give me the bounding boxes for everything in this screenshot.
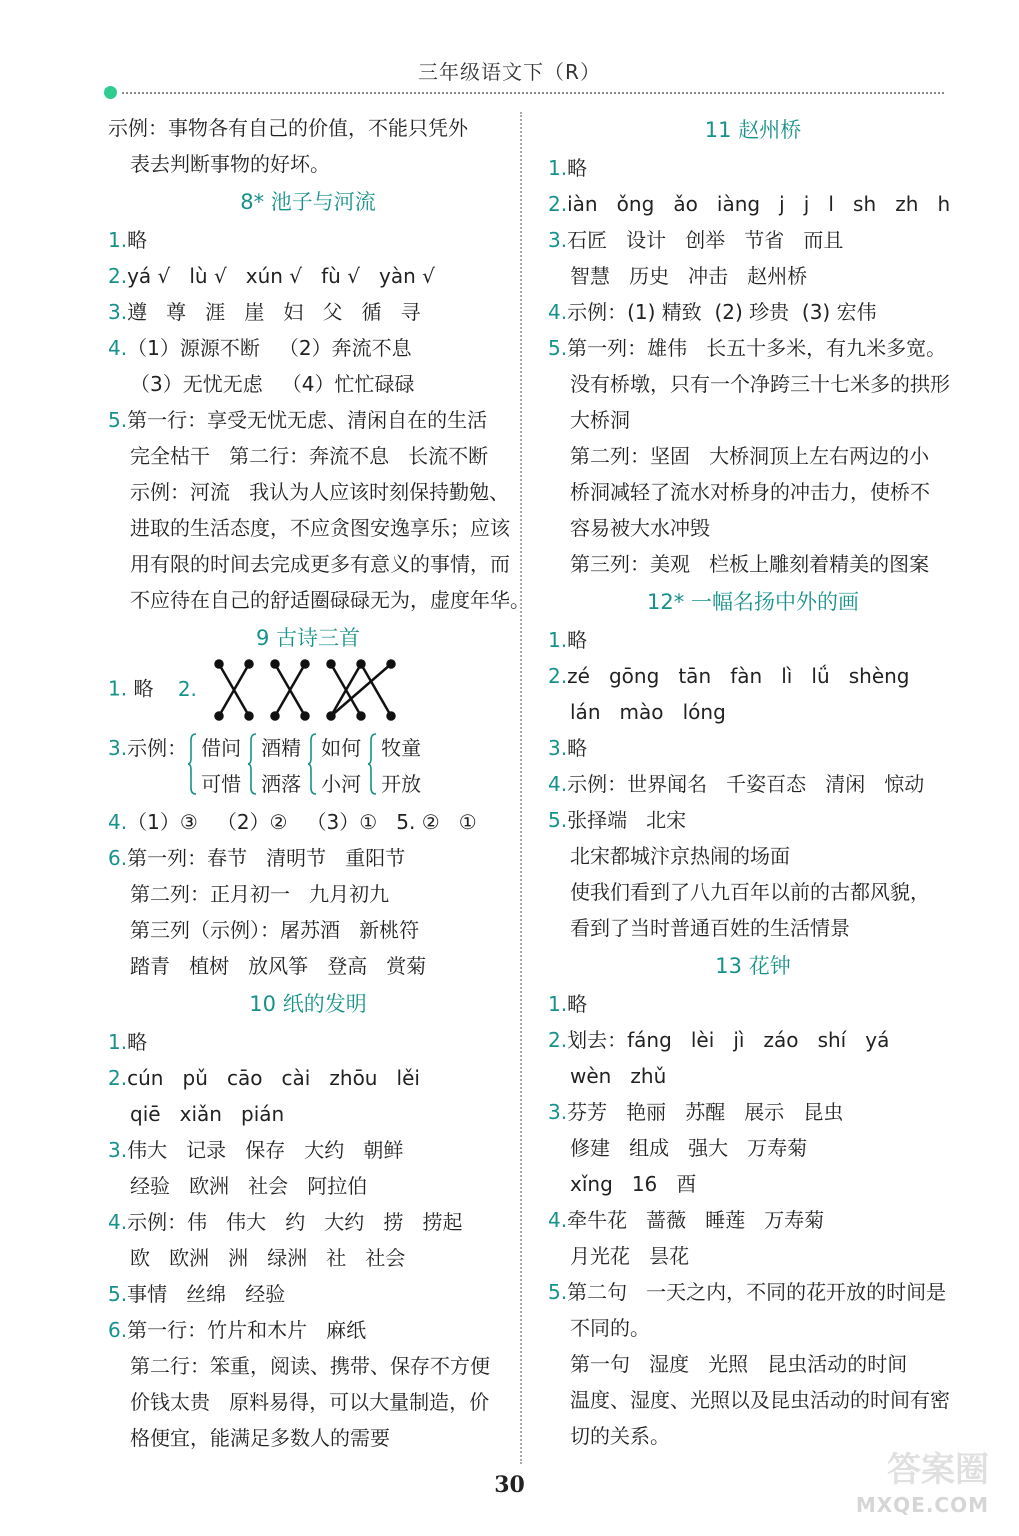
item-text: 格便宜，能满足多数人的需要 xyxy=(130,1426,390,1450)
item-text: 第一列：春节 清明节 重阳节 xyxy=(127,846,406,870)
item-text: 经验 欧洲 社会 阿拉伯 xyxy=(130,1174,368,1198)
section-title-10: 10 纸的发明 xyxy=(249,992,367,1016)
list-item xyxy=(548,222,958,258)
item-text: 遵 尊 涯 崖 妇 父 循 寻 xyxy=(127,300,421,324)
header-dot-icon xyxy=(104,86,117,99)
item-text: 价钱太贵 原料易得，可以大量制造，价 xyxy=(130,1390,490,1414)
item-number: 1. xyxy=(108,228,128,252)
list-item xyxy=(108,840,508,876)
item-number: 2. xyxy=(108,264,128,288)
item-text: yá √ lù √ xún √ fù √ yàn √ xyxy=(127,264,435,288)
brace-word-pair xyxy=(367,730,421,802)
column-divider xyxy=(520,112,522,1464)
brace-icon xyxy=(367,732,377,796)
list-item xyxy=(548,694,958,730)
item-text: 第一列：雄伟 长五十多米，有九米多宽。 xyxy=(567,336,947,360)
list-item xyxy=(108,1348,508,1384)
list-item xyxy=(548,474,958,510)
item-number: 5. xyxy=(108,1282,128,1306)
item-text: 划去：fáng lèi jì záo shí yá xyxy=(567,1028,890,1052)
list-item xyxy=(548,510,958,546)
item-text: 略 xyxy=(127,228,148,252)
item-text: 完全枯干 第二行：奔流不息 长流不断 xyxy=(130,444,489,468)
section-11-items xyxy=(548,150,958,582)
list-item xyxy=(548,910,958,946)
list-item xyxy=(108,1168,508,1204)
pair-word: 酒精 xyxy=(261,736,302,760)
list-item xyxy=(548,1022,958,1058)
matching-lines-diagram xyxy=(213,658,403,722)
item-text: 示例：(1) 精致 (2) 珍贵 (3) 宏伟 xyxy=(567,300,877,324)
item-text: 北宋都城汴京热闹的场面 xyxy=(570,844,790,868)
list-item xyxy=(548,1382,958,1418)
item-text: 略 xyxy=(567,628,588,652)
item-text: 第二列：正月初一 九月初九 xyxy=(130,882,390,906)
item-text: 不应待在自己的舒适圈碌碌无为，虚度年华。 xyxy=(130,588,530,612)
list-item xyxy=(108,222,508,258)
item-text: 芬芳 艳丽 苏醒 展示 昆虫 xyxy=(567,1100,844,1124)
item-number: 1. xyxy=(108,676,128,701)
list-item xyxy=(548,438,958,474)
item-text: 示例：世界闻名 千姿百态 清闲 惊动 xyxy=(567,772,925,796)
item-number: 1. xyxy=(548,628,568,652)
list-item xyxy=(548,186,958,222)
item-text: 第二句 一天之内，不同的花开放的时间是 xyxy=(567,1280,947,1304)
item-number: 2. xyxy=(548,664,568,688)
item-text: 使我们看到了八九百年以前的古都风貌， xyxy=(570,880,930,904)
section-title-12: 12* 一幅名扬中外的画 xyxy=(647,590,859,614)
intro-line: 表去判断事物的好坏。 xyxy=(130,152,330,176)
item-number: 6. xyxy=(108,846,128,870)
list-item xyxy=(108,1420,508,1456)
s9-q1-q2-row xyxy=(108,658,508,730)
item-number: 2. xyxy=(548,192,568,216)
list-item xyxy=(108,402,508,438)
list-item xyxy=(108,330,508,366)
section-12-items xyxy=(548,622,958,946)
list-item xyxy=(108,294,508,330)
list-item xyxy=(548,258,958,294)
list-item xyxy=(548,150,958,186)
list-item xyxy=(548,1094,958,1130)
item-text: zé gōng tān fàn lì lǘ shèng xyxy=(567,664,910,688)
page-header: 三年级语文下（R） xyxy=(418,60,601,84)
item-text: 容易被大水冲毁 xyxy=(570,516,710,540)
section-title-9: 9 古诗三首 xyxy=(255,626,361,650)
brace-icon xyxy=(247,732,257,796)
item-text: lán mào lóng xyxy=(570,700,726,724)
item-text: 第三列（示例）：屠苏酒 新桃符 xyxy=(130,918,420,942)
list-item xyxy=(548,1166,958,1202)
item-text: 大桥洞 xyxy=(570,408,630,432)
item-text: 示例：河流 我认为人应该时刻保持勤勉、 xyxy=(130,480,510,504)
item-number: 1. xyxy=(548,992,568,1016)
list-item xyxy=(108,1132,508,1168)
item-number: 3. xyxy=(108,736,128,760)
item-number: 4. xyxy=(548,772,568,796)
item-text: 第三列：美观 栏板上雕刻着精美的图案 xyxy=(570,552,930,576)
item-text: （1）源源不断 （2）奔流不息 xyxy=(127,336,412,360)
item-number: 4. xyxy=(548,300,568,324)
item-number: 2. xyxy=(548,1028,568,1052)
item-text: 欧 欧洲 洲 绿洲 社 社会 xyxy=(130,1246,406,1270)
item-text: 看到了当时普通百姓的生活情景 xyxy=(570,916,850,940)
item-text: 进取的生活态度，不应贪图安逸享乐；应该 xyxy=(130,516,510,540)
item-number: 2. xyxy=(108,1066,128,1090)
item-number: 3. xyxy=(548,228,568,252)
list-item xyxy=(108,510,508,546)
item-number: 5. xyxy=(548,808,568,832)
section-10-items xyxy=(108,1024,508,1456)
list-item xyxy=(108,1204,508,1240)
list-item xyxy=(108,1276,508,1312)
list-item xyxy=(548,1310,958,1346)
list-item xyxy=(548,546,958,582)
list-item xyxy=(108,582,530,618)
s9-q3-row xyxy=(108,730,508,804)
watermark-logo xyxy=(809,1448,989,1528)
item-text: 用有限的时间去完成更多有意义的事情，而 xyxy=(130,552,510,576)
intro-line: 示例：事物各有自己的价值，不能只凭外 xyxy=(108,116,468,140)
list-item xyxy=(548,1058,958,1094)
item-text: 第二行：笨重，阅读、携带、保存不方便 xyxy=(130,1354,490,1378)
item-number: 3. xyxy=(108,300,128,324)
item-text: 张择端 北宋 xyxy=(567,808,687,832)
list-item xyxy=(108,1240,508,1276)
item-text: wèn zhǔ xyxy=(570,1064,667,1088)
list-item xyxy=(108,1312,508,1348)
item-text: 略 xyxy=(567,736,588,760)
item-text: 牵牛花 蔷薇 睡莲 万寿菊 xyxy=(567,1208,825,1232)
item-number: 2. xyxy=(177,676,197,701)
item-text: 智慧 历史 冲击 赵州桥 xyxy=(570,264,808,288)
list-item xyxy=(548,730,958,766)
list-item xyxy=(548,1202,958,1238)
item-number: 1. xyxy=(548,156,568,180)
right-column xyxy=(548,110,958,1454)
item-text: 事情 丝绵 经验 xyxy=(127,1282,286,1306)
list-item xyxy=(548,622,958,658)
item-text: 月光花 昙花 xyxy=(570,1244,690,1268)
item-text: 不同的。 xyxy=(570,1316,650,1340)
list-item xyxy=(548,366,958,402)
list-item xyxy=(108,1384,508,1420)
pair-word: 借问 xyxy=(201,736,242,760)
item-number: 3. xyxy=(548,1100,568,1124)
brace-word-pair xyxy=(247,730,301,802)
list-item xyxy=(108,366,508,402)
list-item xyxy=(108,438,508,474)
item-text: 修建 组成 强大 万寿菊 xyxy=(570,1136,808,1160)
item-text: iàn ǒng ǎo iàng j j l sh zh h xyxy=(567,192,951,216)
item-text: 没有桥墩，只有一个净跨三十七米多的拱形 xyxy=(570,372,950,396)
list-item xyxy=(548,766,958,802)
section-9-items xyxy=(108,804,508,984)
list-item xyxy=(108,546,508,582)
list-item xyxy=(548,402,958,438)
item-text: 第一行：竹片和木片 麻纸 xyxy=(127,1318,367,1342)
watermark-text: 答案圈 xyxy=(887,1450,989,1490)
list-item xyxy=(548,658,958,694)
section-title-11: 11 赵州桥 xyxy=(704,118,802,142)
item-number: 5. xyxy=(548,1280,568,1304)
item-text: 温度、湿度、光照以及昆虫活动的时间有密 xyxy=(570,1388,950,1412)
item-text: 第二列：坚固 大桥洞顶上左右两边的小 xyxy=(570,444,930,468)
item-text: 石匠 设计 创举 节省 而且 xyxy=(567,228,844,252)
list-item xyxy=(548,874,958,910)
item-text: 示例：伟 伟大 约 大约 捞 捞起 xyxy=(127,1210,463,1234)
item-number: 6. xyxy=(108,1318,128,1342)
watermark-url: MXQE.COM xyxy=(855,1493,989,1517)
pair-word: 牧童 xyxy=(381,736,422,760)
list-item xyxy=(108,804,508,840)
item-text: 略 xyxy=(567,156,588,180)
item-text: 第一句 湿度 光照 昆虫活动的时间 xyxy=(570,1352,908,1376)
item-text: 切的关系。 xyxy=(570,1424,670,1448)
left-column xyxy=(108,110,530,1456)
item-text: 略 xyxy=(567,992,588,1016)
pair-word: 如何 xyxy=(321,736,362,760)
item-text: 第一行：享受无忧无虑、清闲自在的生活 xyxy=(127,408,488,432)
list-item xyxy=(548,986,958,1022)
list-item xyxy=(108,258,508,294)
item-number: 3. xyxy=(548,736,568,760)
item-number: 5. xyxy=(108,408,128,432)
item-text: 略 xyxy=(133,676,154,701)
item-text: 伟大 记录 保存 大约 朝鲜 xyxy=(127,1138,404,1162)
item-number: 5. xyxy=(548,336,568,360)
pair-word: 开放 xyxy=(381,772,422,796)
list-item xyxy=(108,876,508,912)
list-item xyxy=(548,330,958,366)
brace-word-pair xyxy=(187,730,241,802)
item-number: 1. xyxy=(108,1030,128,1054)
item-text: cún pǔ cāo cài zhōu lěi xyxy=(127,1066,420,1090)
list-item xyxy=(108,474,508,510)
item-text: xǐng 16 酉 xyxy=(570,1172,697,1196)
brace-word-pair xyxy=(307,730,361,802)
item-text: （1）③ （2）② （3）① 5. ② ① xyxy=(127,810,477,834)
brace-icon xyxy=(187,732,197,796)
item-text: （3）无忧无虑 （4）忙忙碌碌 xyxy=(130,372,415,396)
list-item xyxy=(108,912,508,948)
page-number: 30 xyxy=(494,1472,525,1498)
item-text: qiē xiǎn pián xyxy=(130,1102,285,1126)
list-item xyxy=(548,1274,958,1310)
pair-word: 洒落 xyxy=(261,772,302,796)
section-13-items xyxy=(548,986,958,1454)
section-title-13: 13 花钟 xyxy=(715,954,791,978)
section-title-8: 8* 池子与河流 xyxy=(240,190,376,214)
section-8-items xyxy=(108,222,530,618)
brace-icon xyxy=(307,732,317,796)
list-item xyxy=(548,1238,958,1274)
list-item xyxy=(108,1096,508,1132)
list-item xyxy=(548,1346,958,1382)
item-number: 4. xyxy=(108,1210,128,1234)
pair-word: 小河 xyxy=(321,772,362,796)
list-item xyxy=(108,1060,508,1096)
item-number: 4. xyxy=(548,1208,568,1232)
item-number: 3. xyxy=(108,1138,128,1162)
list-item xyxy=(548,838,958,874)
item-text: 踏青 植树 放风筝 登高 赏菊 xyxy=(130,954,427,978)
item-number: 4. xyxy=(108,336,128,360)
pair-word: 可惜 xyxy=(201,772,242,796)
word-pairs xyxy=(187,736,427,796)
list-item xyxy=(108,948,508,984)
list-item xyxy=(548,802,958,838)
item-text: 示例： xyxy=(127,736,188,760)
list-item xyxy=(548,294,958,330)
item-number: 4. xyxy=(108,810,128,834)
item-text: 桥洞减轻了流水对桥身的冲击力，使桥不 xyxy=(570,480,930,504)
list-item xyxy=(548,1130,958,1166)
header-rule xyxy=(122,92,944,94)
item-text: 略 xyxy=(127,1030,148,1054)
list-item xyxy=(108,1024,508,1060)
